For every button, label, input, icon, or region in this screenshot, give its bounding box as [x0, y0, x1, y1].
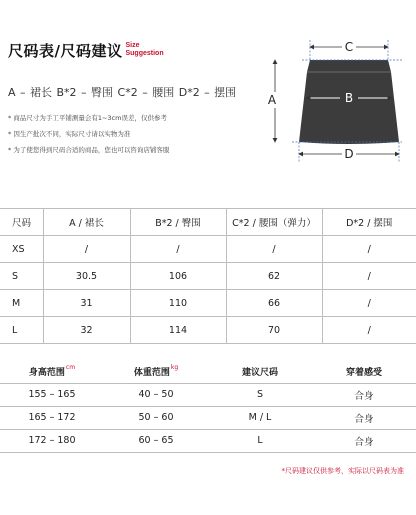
hem-cell: /	[322, 236, 416, 263]
table-row	[0, 383, 416, 406]
size-cell: M	[0, 290, 43, 317]
size-cell: XS	[0, 236, 43, 263]
size-cell: L	[0, 317, 43, 344]
table-row	[0, 236, 416, 263]
fit-feel-cell: 合身	[312, 383, 416, 406]
suggested-size-cell: L	[208, 429, 312, 452]
skirt-diagram	[262, 30, 412, 168]
hip-col-header: B*2 / 臀围	[130, 209, 226, 236]
note-item: * 为了使您得到尺码合适的商品，您也可以咨询店铺客服	[8, 146, 170, 154]
label-b: B	[344, 91, 354, 105]
title-en-line2: Suggestion	[125, 50, 164, 57]
height-cell: 165 – 172	[0, 406, 104, 429]
table-row	[0, 406, 416, 429]
table-row	[0, 429, 416, 452]
waist-cell: /	[226, 236, 322, 263]
page-title: 尺码表/尺码建议	[8, 42, 123, 60]
weight-unit: kg	[170, 364, 179, 372]
table-row	[0, 290, 416, 317]
length-cell: 30.5	[43, 263, 130, 290]
length-cell: 32	[43, 317, 130, 344]
page-title-english	[125, 42, 163, 58]
length-cell: 31	[43, 290, 130, 317]
label-d: D	[344, 147, 354, 161]
waist-cell: 66	[226, 290, 322, 317]
weight-cell: 50 – 60	[104, 406, 208, 429]
label-c: C	[344, 40, 354, 54]
size-recommendation-table	[0, 361, 416, 453]
fit-feel-cell: 合身	[312, 406, 416, 429]
hip-cell: 110	[130, 290, 226, 317]
dimension-d	[299, 147, 399, 161]
suggested-size-col-header: 建议尺码	[208, 361, 312, 383]
size-col-header: 尺码	[0, 209, 43, 236]
hip-cell: /	[130, 236, 226, 263]
weight-col-header	[104, 361, 208, 383]
hem-cell: /	[322, 263, 416, 290]
size-chart-table	[0, 208, 416, 344]
dimension-c	[310, 40, 388, 60]
table-row	[0, 263, 416, 290]
fit-feel-col-header: 穿着感受	[312, 361, 416, 383]
measurement-legend: A – 裙长 B*2 – 臀围 C*2 – 腰围 D*2 – 摆围	[8, 86, 237, 99]
title-en-line1: Size	[125, 42, 140, 49]
weight-header-label: 体重范围	[133, 368, 170, 379]
note-item: * 商品尺寸为手工平铺测量会有1~3cm误差，仅供参考	[8, 114, 167, 122]
waist-col-header: C*2 / 腰围（弹力）	[226, 209, 322, 236]
waist-cell: 62	[226, 263, 322, 290]
size-table-header-row	[0, 209, 416, 236]
size-cell: S	[0, 263, 43, 290]
fit-feel-cell: 合身	[312, 429, 416, 452]
dimension-a	[268, 60, 277, 142]
waist-cell: 70	[226, 317, 322, 344]
note-item: * 因生产批次不同，实际尺寸请以实物为准	[8, 130, 131, 138]
height-cell: 155 – 165	[0, 383, 104, 406]
length-cell: /	[43, 236, 130, 263]
fit-table-header-row	[0, 361, 416, 383]
suggested-size-cell: S	[208, 383, 312, 406]
hem-col-header: D*2 / 摆围	[322, 209, 416, 236]
title-block	[8, 40, 164, 61]
weight-cell: 60 – 65	[104, 429, 208, 452]
notes-list	[8, 110, 169, 158]
height-cell: 172 – 180	[0, 429, 104, 452]
label-a: A	[267, 93, 277, 107]
hip-cell: 114	[130, 317, 226, 344]
hem-cell: /	[322, 290, 416, 317]
disclaimer-note: *尺码建议仅供参考，实际以尺码表为准	[281, 467, 404, 475]
height-col-header	[0, 361, 104, 383]
weight-cell: 40 – 50	[104, 383, 208, 406]
length-col-header: A / 裙长	[43, 209, 130, 236]
table-row	[0, 317, 416, 344]
hem-cell: /	[322, 317, 416, 344]
suggested-size-cell: M / L	[208, 406, 312, 429]
height-header-label: 身高范围	[28, 368, 65, 379]
hip-cell: 106	[130, 263, 226, 290]
height-unit: cm	[65, 364, 76, 372]
